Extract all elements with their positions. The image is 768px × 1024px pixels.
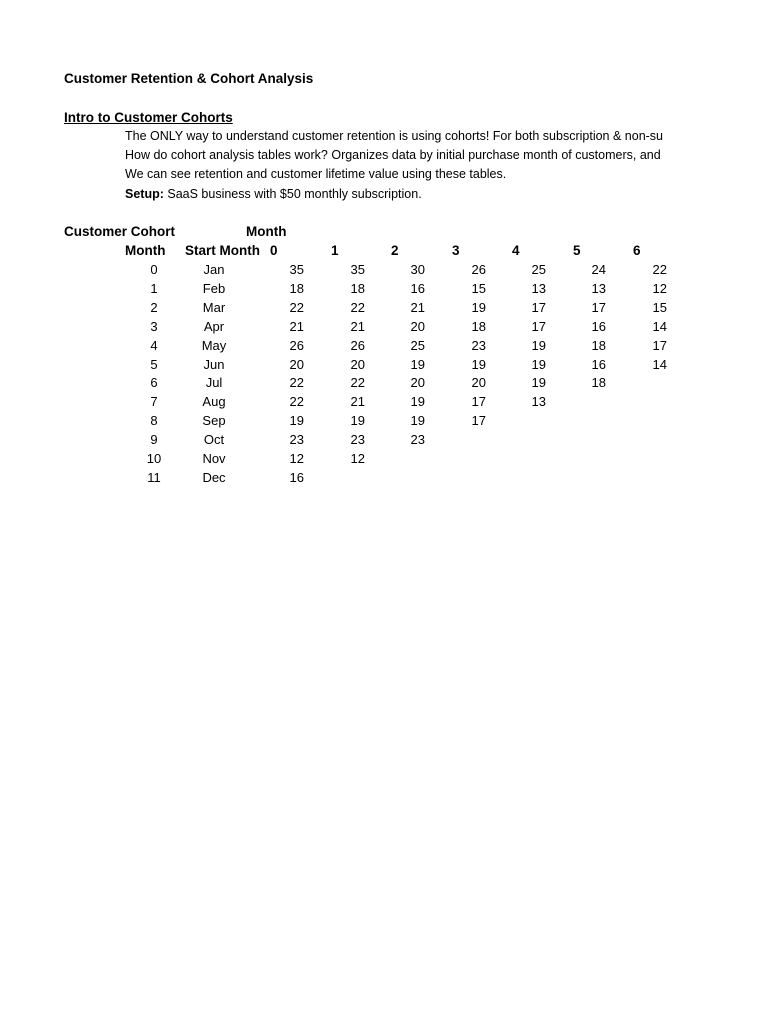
customer-count-cell: 30 — [410, 262, 425, 277]
customer-count-cell: 16 — [410, 280, 425, 296]
setup-label: Setup: — [125, 187, 164, 201]
cohort-index-cell: 3 — [150, 318, 158, 334]
customer-count-cell: 16 — [591, 318, 606, 334]
header-start-month: Start Month — [185, 243, 260, 258]
header-month: Month — [125, 243, 166, 258]
customer-count-cell: 12 — [350, 451, 365, 466]
customer-count-cell: 20 — [471, 375, 486, 391]
start-month-cell: Feb — [202, 280, 226, 296]
customer-count-cell: 17 — [531, 299, 546, 315]
month-column-header: 3 — [452, 243, 460, 258]
customer-count-cell: 23 — [350, 432, 365, 448]
customer-count-cell: 25 — [410, 337, 425, 353]
customer-count-cell: 22 — [289, 375, 304, 391]
customer-count-cell: 35 — [289, 262, 304, 277]
setup-text: SaaS business with $50 monthly subscription. — [163, 187, 422, 201]
customer-count-cell: 23 — [289, 432, 304, 448]
customer-count-cell: 16 — [289, 469, 304, 485]
customer-count-cell: 14 — [652, 318, 667, 334]
sheet-title: Customer Retention & Cohort Analysis — [64, 71, 314, 86]
customer-count-cell: 24 — [591, 262, 606, 277]
month-column-header: 1 — [331, 243, 339, 258]
header-customer-cohort: Customer Cohort — [64, 224, 175, 239]
customer-count-cell: 19 — [410, 394, 425, 410]
customer-count-cell: 22 — [350, 299, 365, 315]
customer-count-cell: 13 — [591, 280, 606, 296]
customer-count-cell: 14 — [652, 356, 667, 372]
customer-count-cell: 26 — [471, 262, 486, 277]
customer-count-cell: 19 — [289, 413, 304, 429]
customer-count-cell: 17 — [471, 394, 486, 410]
customer-count-cell: 18 — [591, 337, 606, 353]
cohort-index-cell: 8 — [150, 413, 158, 429]
cohort-index-cell: 1 — [150, 280, 158, 296]
customer-count-cell: 17 — [471, 413, 486, 429]
intro-line-3: We can see retention and customer lifetime value using these tables. — [125, 167, 507, 181]
intro-heading: Intro to Customer Cohorts — [64, 110, 233, 125]
customer-count-cell: 26 — [350, 337, 365, 353]
start-month-cell: Jun — [203, 356, 225, 372]
customer-count-cell: 15 — [471, 280, 486, 296]
customer-count-cell: 20 — [410, 318, 425, 334]
customer-count-cell: 18 — [289, 280, 304, 296]
customer-count-cell: 18 — [350, 280, 365, 296]
cohort-index-cell: 10 — [146, 451, 162, 466]
customer-count-cell: 21 — [350, 394, 365, 410]
month-column-header: 5 — [573, 243, 581, 258]
customer-count-cell: 12 — [289, 451, 304, 466]
customer-count-cell: 35 — [350, 262, 365, 277]
month-column-header: 0 — [270, 243, 278, 258]
start-month-cell: May — [201, 337, 227, 353]
cohort-index-cell: 11 — [147, 469, 161, 485]
customer-count-cell: 17 — [531, 318, 546, 334]
customer-count-cell: 19 — [531, 356, 546, 372]
customer-count-cell: 23 — [410, 432, 425, 448]
start-month-cell: Sep — [202, 413, 226, 429]
customer-count-cell: 13 — [531, 394, 546, 410]
customer-count-cell: 19 — [531, 375, 546, 391]
customer-count-cell: 16 — [591, 356, 606, 372]
customer-count-cell: 22 — [652, 262, 667, 277]
customer-count-cell: 23 — [471, 337, 486, 353]
customer-count-cell: 19 — [531, 337, 546, 353]
start-month-cell: Jan — [203, 262, 225, 277]
cohort-index-cell: 0 — [150, 262, 158, 277]
month-column-header: 4 — [512, 243, 520, 258]
cohort-index-cell: 9 — [150, 432, 158, 448]
customer-count-cell: 22 — [289, 394, 304, 410]
start-month-cell: Dec — [202, 469, 226, 485]
customer-count-cell: 15 — [652, 299, 667, 315]
customer-count-cell: 21 — [350, 318, 365, 334]
customer-count-cell: 20 — [410, 375, 425, 391]
customer-count-cell: 18 — [591, 375, 606, 391]
cohort-index-cell: 5 — [150, 356, 158, 372]
customer-count-cell: 19 — [471, 299, 486, 315]
customer-count-cell: 21 — [410, 299, 425, 315]
customer-count-cell: 22 — [350, 375, 365, 391]
cohort-index-cell: 6 — [150, 375, 158, 391]
customer-count-cell: 17 — [652, 337, 667, 353]
customer-count-cell: 20 — [350, 356, 365, 372]
customer-count-cell: 19 — [410, 356, 425, 372]
month-column-header: 6 — [633, 243, 641, 258]
start-month-cell: Mar — [202, 299, 226, 315]
customer-count-cell: 19 — [471, 356, 486, 372]
cohort-index-cell: 4 — [150, 337, 158, 353]
intro-line-1: The ONLY way to understand customer retention is using cohorts! For both subscription & non-su — [125, 129, 664, 143]
customer-count-cell: 17 — [591, 299, 606, 315]
customer-count-cell: 21 — [289, 318, 304, 334]
start-month-cell: Nov — [202, 451, 226, 466]
customer-count-cell: 20 — [289, 356, 304, 372]
customer-count-cell: 19 — [410, 413, 425, 429]
customer-count-cell: 26 — [289, 337, 304, 353]
customer-count-cell: 22 — [289, 299, 304, 315]
start-month-cell: Apr — [203, 318, 225, 334]
customer-count-cell: 19 — [350, 413, 365, 429]
customer-count-cell: 12 — [652, 280, 667, 296]
cohort-index-cell: 2 — [150, 299, 158, 315]
header-month-group: Month — [246, 224, 287, 239]
start-month-cell: Jul — [205, 375, 223, 391]
start-month-cell: Aug — [202, 394, 226, 410]
intro-line-2: How do cohort analysis tables work? Organizes data by initial purchase month of customers, and — [125, 148, 661, 162]
cohort-index-cell: 7 — [150, 394, 158, 410]
start-month-cell: Oct — [203, 432, 225, 448]
customer-count-cell: 18 — [471, 318, 486, 334]
customer-count-cell: 13 — [531, 280, 546, 296]
customer-count-cell: 25 — [531, 262, 546, 277]
month-column-header: 2 — [391, 243, 399, 258]
